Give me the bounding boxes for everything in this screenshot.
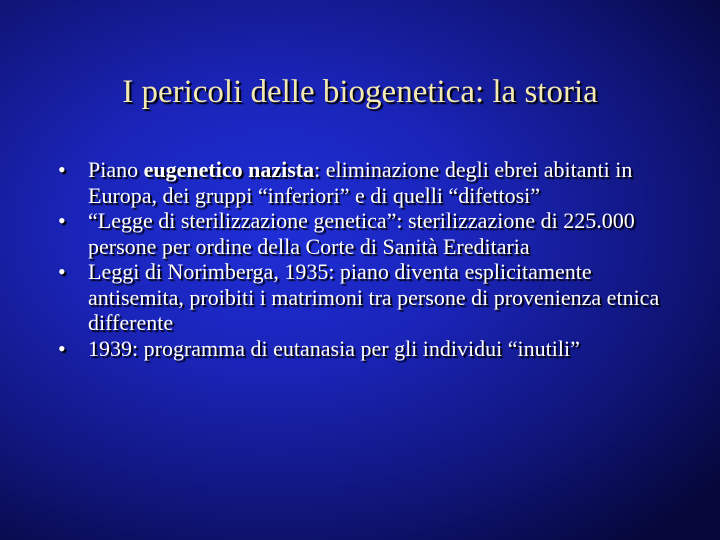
bullet-text: Leggi di Norimberga, 1935: piano diventa esplicitamente antisemita, proibiti i matrimoni tra persone di provenienza etnica differente <box>88 259 660 335</box>
bullet-item-euthanasia-program <box>58 336 680 362</box>
bullet-text-suffix: : eliminazione degli ebrei abitanti in Europa, dei gruppi “inferiori” e di quelli “difettosi” <box>88 157 633 208</box>
bullet-text-bold: eugenetico nazista <box>143 157 315 182</box>
bullet-icon: • <box>58 157 66 182</box>
bullet-icon: • <box>58 335 66 361</box>
bullet-text-prefix: Piano <box>88 157 144 182</box>
bullet-icon: • <box>58 208 66 233</box>
bullet-item-nuremberg-laws <box>58 259 680 336</box>
bullet-item-sterilization-law <box>58 208 680 259</box>
bullet-icon: • <box>58 259 66 284</box>
slide-title: I pericoli delle biogenetica: la storia <box>122 74 598 110</box>
bullet-item-nazi-eugenics <box>58 157 680 208</box>
bullet-list <box>58 157 680 361</box>
bullet-text: “Legge di sterilizzazione genetica”: sterilizzazione di 225.000 persone per ordine della Corte di Sanità Ereditaria <box>88 208 635 259</box>
bullet-text: 1939: programma di eutanasia per gli individui “inutili” <box>88 335 580 361</box>
